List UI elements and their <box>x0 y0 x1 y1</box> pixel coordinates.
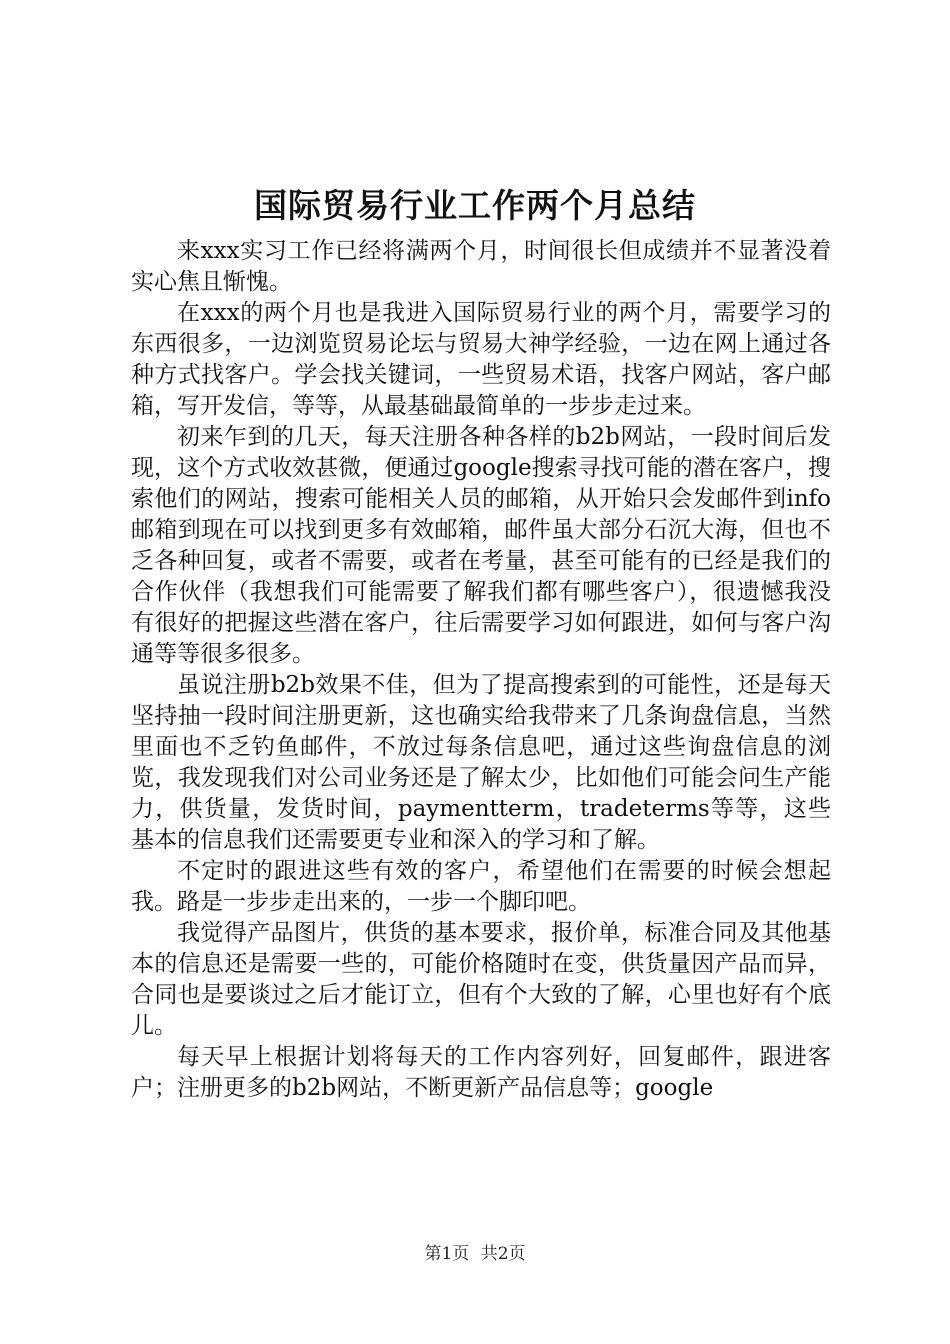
paragraph: 初来乍到的几天，每天注册各种各样的b2b网站，一段时间后发现，这个方式收效甚微，便通过google搜索寻找可能的潜在客户，搜索他们的网站，搜索可能相关人员的邮箱，从开始只会发邮件到info邮箱到现在可以找到更多有效邮箱，邮件虽大部分石沉大海，但也不乏各种回复，或者不需要，或者在考量，甚至可能有的已经是我们的合作伙伴（我想我们可能需要了解我们都有哪些客户），很遗憾我没有很好的把握这些潜在客户，往后需要学习如何跟进，如何与客户沟通等等很多很多。 <box>131 424 831 667</box>
paragraph: 每天早上根据计划将每天的工作内容列好，回复邮件，跟进客户；注册更多的b2b网站，不断更新产品信息等；google <box>131 1044 831 1101</box>
paragraph: 在xxx的两个月也是我进入国际贸易行业的两个月，需要学习的东西很多，一边浏览贸易论坛与贸易大神学经验，一边在网上通过各种方式找客户。学会找关键词，一些贸易术语，找客户网站，客户邮箱，写开发信，等等，从最基础最简单的一步步走过来。 <box>131 300 831 419</box>
page-footer <box>0 1242 950 1266</box>
document-body <box>131 236 831 1104</box>
paragraph: 来xxx实习工作已经将满两个月，时间很长但成绩并不显著没着实心焦且惭愧。 <box>131 238 831 295</box>
page-total: 共2页 <box>480 1244 526 1264</box>
paragraph: 虽说注册b2b效果不佳，但为了提高搜索到的可能性，还是每天坚持抽一段时间注册更新，这也确实给我带来了几条询盘信息，当然里面也不乏钓鱼邮件，不放过每条信息吧，通过这些询盘信息的浏览，我发现我们对公司业务还是了解太少，比如他们可能会问生产能力，供货量，发货时间，paymentterm，tradeterms等等，这些基本的信息我们还需要更专业和深入的学习和了解。 <box>131 672 831 853</box>
paragraph: 不定时的跟进这些有效的客户，希望他们在需要的时候会想起我。路是一步步走出来的，一步一个脚印吧。 <box>131 858 831 915</box>
paragraph: 我觉得产品图片，供货的基本要求，报价单，标准合同及其他基本的信息还是需要一些的，可能价格随时在变，供货量因产品而异，合同也是要谈过之后才能订立，但有个大致的了解，心里也好有个底儿。 <box>131 920 831 1039</box>
page-number: 第1页 <box>424 1244 470 1264</box>
document-title: 国际贸易行业工作两个月总结 <box>254 186 696 225</box>
